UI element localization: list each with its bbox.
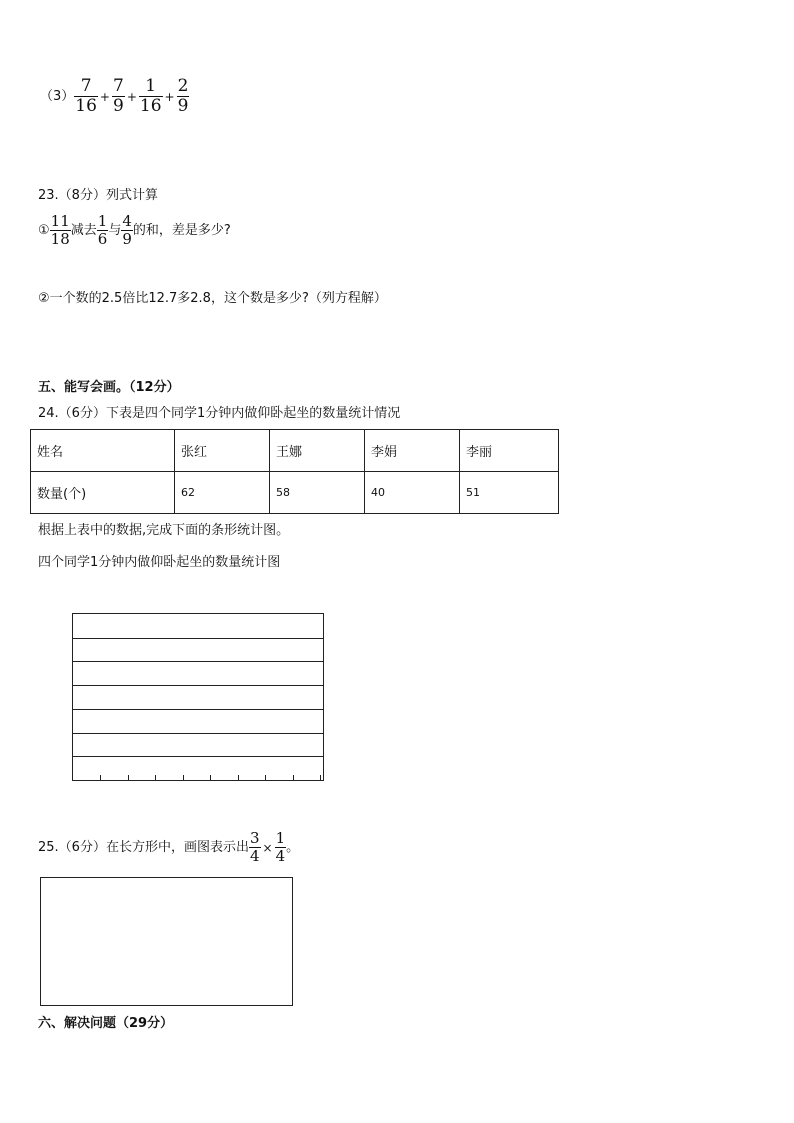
q23-item1-text2: 与	[108, 222, 122, 238]
table-header-cell: 李丽	[460, 430, 559, 472]
q23-title: 23.（8分）列式计算	[38, 188, 158, 203]
fraction-1-16: $\frac{1}{16}$	[139, 76, 162, 116]
bar-chart-grid	[72, 613, 324, 781]
table-cell: 62	[175, 472, 270, 514]
table-row-label: 数量(个)	[31, 472, 175, 514]
section6-title: 六、解决问题（29分）	[38, 1016, 174, 1031]
fraction-3-4: $\frac{3}{4}$	[249, 829, 260, 865]
q24-stats-table	[30, 429, 559, 514]
q25-title	[38, 831, 299, 864]
plus-sign: +	[99, 89, 110, 104]
chart-gridline	[73, 685, 323, 686]
chart-x-tick	[265, 775, 266, 780]
table-cell: 51	[460, 472, 559, 514]
table-header-cell: 王娜	[270, 430, 365, 472]
q23-item2: ②一个数的2.5倍比12.7多2.8，这个数是多少?（列方程解）	[38, 291, 387, 306]
chart-gridline	[73, 756, 323, 757]
plus-sign: +	[164, 89, 175, 104]
q22-part3-expression	[40, 78, 189, 115]
chart-x-tick	[320, 775, 321, 780]
q25-title-suffix: 。	[286, 839, 300, 855]
chart-x-tick	[100, 775, 101, 780]
plus-sign: +	[126, 89, 137, 104]
section5-title: 五、能写会画。（12分）	[38, 380, 180, 395]
chart-gridline	[73, 638, 323, 639]
q23-item1-marker: ①	[38, 222, 50, 238]
table-header-row	[31, 430, 559, 472]
chart-x-tick	[238, 775, 239, 780]
table-cell: 58	[270, 472, 365, 514]
q25-title-prefix: 25.（6分）在长方形中，画图表示出	[38, 839, 249, 855]
chart-gridline	[73, 733, 323, 734]
fraction-11-18: $\frac{11}{18}$	[50, 212, 70, 248]
chart-gridline	[73, 709, 323, 710]
q24-instruction: 根据上表中的数据,完成下面的条形统计图。	[38, 523, 290, 538]
q22-part3-label: （3）	[40, 88, 75, 104]
fraction-4-9: $\frac{4}{9}$	[122, 212, 132, 248]
chart-x-tick	[128, 775, 129, 780]
chart-x-tick	[155, 775, 156, 780]
q23-item1-text1: 减去	[70, 222, 97, 238]
table-header-cell: 李娟	[365, 430, 460, 472]
fraction-1-4: $\frac{1}{4}$	[275, 829, 286, 865]
chart-x-tick	[293, 775, 294, 780]
q23-item1-text3: 的和，差是多少?	[132, 222, 231, 238]
table-header-cell: 姓名	[31, 430, 175, 472]
fraction-1-6: $\frac{1}{6}$	[97, 212, 108, 248]
q24-chart-title: 四个同学1分钟内做仰卧起坐的数量统计图	[38, 555, 281, 570]
times-sign: ×	[262, 840, 273, 855]
chart-gridline	[73, 661, 323, 662]
fraction-7-16: $\frac{7}{16}$	[75, 76, 97, 116]
table-header-cell: 张红	[175, 430, 270, 472]
fraction-2-9: $\frac{2}{9}$	[177, 76, 189, 116]
chart-x-tick	[183, 775, 184, 780]
table-cell: 40	[365, 472, 460, 514]
q23-item1	[38, 214, 231, 247]
q24-title: 24.（6分）下表是四个同学1分钟内做仰卧起坐的数量统计情况	[38, 406, 401, 421]
fraction-7-9: $\frac{7}{9}$	[112, 76, 124, 116]
table-row	[31, 472, 559, 514]
q25-drawing-rectangle[interactable]	[40, 877, 293, 1006]
chart-x-tick	[210, 775, 211, 780]
